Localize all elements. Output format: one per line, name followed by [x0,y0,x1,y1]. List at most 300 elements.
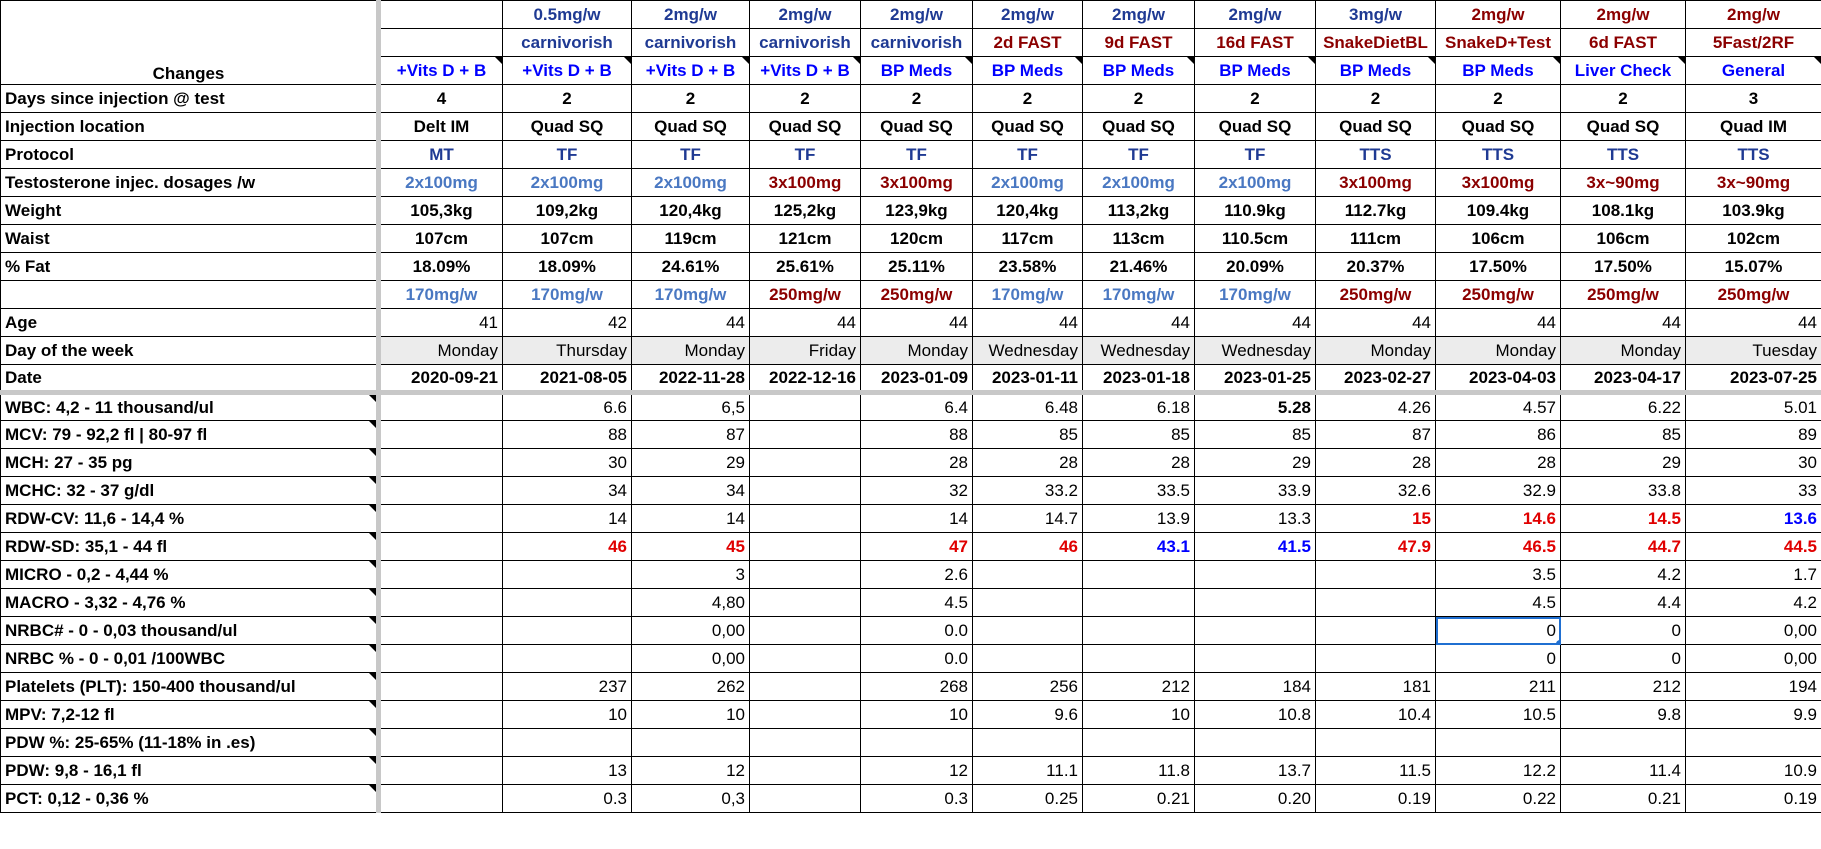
lab-value-cell[interactable]: 256 [973,673,1083,701]
lab-value-cell[interactable]: 9.8 [1561,701,1686,729]
lab-value-cell[interactable]: 10 [1083,701,1195,729]
lab-value-cell[interactable]: 14 [503,505,632,533]
lab-value-cell[interactable]: 88 [861,421,973,449]
lab-value-cell[interactable]: 0,00 [1686,617,1821,645]
row-label[interactable]: PDW: 9,8 - 16,1 fl [1,757,379,785]
meta-cell[interactable]: 119cm [632,225,750,253]
header-diet-cell[interactable]: 5Fast/2RF [1686,29,1821,57]
header-diet-cell[interactable]: carnivorish [750,29,861,57]
meta-cell[interactable]: 20.09% [1195,253,1316,281]
day-cell[interactable]: Monday [632,337,750,365]
row-label[interactable]: NRBC# - 0 - 0,03 thousand/ul [1,617,379,645]
lab-value-cell[interactable]: 5.01 [1686,393,1821,421]
lab-value-cell[interactable] [379,533,503,561]
lab-value-cell[interactable]: 3.5 [1436,561,1561,589]
lab-value-cell[interactable]: 4.5 [1436,589,1561,617]
lab-value-cell[interactable]: 9.9 [1686,701,1821,729]
header-diet-cell[interactable]: carnivorish [861,29,973,57]
lab-value-cell[interactable] [379,673,503,701]
meta-cell[interactable]: TTS [1316,141,1436,169]
meta-cell[interactable]: TF [1195,141,1316,169]
lab-value-cell[interactable]: 10.4 [1316,701,1436,729]
lab-value-cell[interactable] [1195,617,1316,645]
meta-cell[interactable]: 18.09% [379,253,503,281]
lab-value-cell[interactable]: 4.2 [1686,589,1821,617]
lab-value-cell[interactable]: 34 [503,477,632,505]
lab-value-cell[interactable]: 0,00 [632,645,750,673]
lab-value-cell[interactable]: 10.8 [1195,701,1316,729]
lab-value-cell[interactable]: 211 [1436,673,1561,701]
lab-value-cell[interactable]: 3 [632,561,750,589]
lab-value-cell[interactable]: 4.57 [1436,393,1561,421]
lab-value-cell[interactable]: 87 [632,421,750,449]
meta-cell[interactable]: 109.4kg [1436,197,1561,225]
lab-value-cell[interactable]: 184 [1195,673,1316,701]
lab-value-cell[interactable]: 47.9 [1316,533,1436,561]
row-label[interactable]: Day of the week [1,337,379,365]
lab-value-cell[interactable] [632,729,750,757]
meta-cell[interactable]: Quad SQ [861,113,973,141]
row-label[interactable]: MPV: 7,2-12 fl [1,701,379,729]
header-changes-cell[interactable]: +Vits D + B [632,57,750,85]
meta-cell[interactable]: TF [750,141,861,169]
meta-cell[interactable]: 2x100mg [973,169,1083,197]
age-cell[interactable]: 44 [861,309,973,337]
lab-value-cell[interactable]: 5.28 [1195,393,1316,421]
meta-cell[interactable]: Quad SQ [503,113,632,141]
lab-value-cell[interactable] [750,533,861,561]
lab-value-cell[interactable] [861,729,973,757]
day-cell[interactable]: Wednesday [1195,337,1316,365]
lab-value-cell[interactable]: 85 [1561,421,1686,449]
meta-cell[interactable]: 2x100mg [503,169,632,197]
row-label[interactable]: RDW-CV: 11,6 - 14,4 % [1,505,379,533]
lab-value-cell[interactable]: 212 [1561,673,1686,701]
meta-cell[interactable]: 121cm [750,225,861,253]
meta-cell[interactable]: TF [973,141,1083,169]
lab-value-cell[interactable]: 0.0 [861,617,973,645]
header-changes-cell[interactable]: BP Meds [1083,57,1195,85]
lab-value-cell[interactable] [379,589,503,617]
lab-value-cell[interactable] [379,393,503,421]
date-cell[interactable]: 2023-01-25 [1195,365,1316,393]
lab-value-cell[interactable]: 12 [861,757,973,785]
lab-value-cell[interactable]: 41.5 [1195,533,1316,561]
header-changes-cell[interactable]: +Vits D + B [750,57,861,85]
header-changes-cell[interactable]: General [1686,57,1821,85]
header-changes-cell[interactable]: BP Meds [1195,57,1316,85]
lab-value-cell[interactable]: 212 [1083,673,1195,701]
meta-cell[interactable]: 4 [379,85,503,113]
meta-cell[interactable]: 103.9kg [1686,197,1821,225]
meta-cell[interactable]: 170mg/w [379,281,503,309]
lab-value-cell[interactable] [1316,561,1436,589]
lab-value-cell[interactable]: 6,5 [632,393,750,421]
lab-value-cell[interactable] [750,617,861,645]
header-dosage-cell[interactable]: 3mg/w [1316,1,1436,29]
lab-value-cell[interactable] [750,505,861,533]
meta-cell[interactable]: Quad SQ [1561,113,1686,141]
header-dosage-cell[interactable]: 2mg/w [1686,1,1821,29]
row-label[interactable]: Weight [1,197,379,225]
lab-value-cell[interactable]: 11.8 [1083,757,1195,785]
lab-value-cell[interactable]: 6.18 [1083,393,1195,421]
meta-cell[interactable]: 110.5cm [1195,225,1316,253]
lab-value-cell[interactable]: 29 [1195,449,1316,477]
lab-value-cell[interactable]: 0.0 [861,645,973,673]
meta-cell[interactable]: 170mg/w [973,281,1083,309]
lab-value-cell[interactable] [1686,729,1821,757]
lab-value-cell[interactable] [503,645,632,673]
meta-cell[interactable]: Quad SQ [1316,113,1436,141]
lab-value-cell[interactable] [750,393,861,421]
lab-value-cell[interactable] [750,589,861,617]
meta-cell[interactable]: 111cm [1316,225,1436,253]
age-cell[interactable]: 44 [1316,309,1436,337]
meta-cell[interactable]: 3x100mg [1436,169,1561,197]
meta-cell[interactable]: 3x~90mg [1686,169,1821,197]
lab-value-cell[interactable]: 33.9 [1195,477,1316,505]
meta-cell[interactable]: 120,4kg [632,197,750,225]
row-label[interactable]: Age [1,309,379,337]
lab-value-cell[interactable]: 28 [1436,449,1561,477]
lab-value-cell[interactable]: 43.1 [1083,533,1195,561]
day-cell[interactable]: Tuesday [1686,337,1821,365]
meta-cell[interactable]: 250mg/w [1561,281,1686,309]
header-dosage-cell[interactable]: 2mg/w [1561,1,1686,29]
row-label[interactable]: NRBC % - 0 - 0,01 /100WBC [1,645,379,673]
header-dosage-cell[interactable]: 2mg/w [1436,1,1561,29]
lab-value-cell[interactable] [379,645,503,673]
meta-cell[interactable]: TF [632,141,750,169]
date-cell[interactable]: 2023-02-27 [1316,365,1436,393]
lab-value-cell[interactable]: 85 [1195,421,1316,449]
age-cell[interactable]: 44 [1436,309,1561,337]
lab-value-cell[interactable]: 0.19 [1316,785,1436,813]
row-label[interactable]: Date [1,365,379,393]
meta-cell[interactable]: TF [1083,141,1195,169]
lab-value-cell[interactable] [1316,645,1436,673]
lab-value-cell[interactable] [379,729,503,757]
lab-value-cell[interactable]: 9.6 [973,701,1083,729]
lab-value-cell[interactable]: 13.7 [1195,757,1316,785]
lab-value-cell[interactable]: 33.2 [973,477,1083,505]
lab-value-cell[interactable] [1316,589,1436,617]
meta-cell[interactable]: TTS [1686,141,1821,169]
day-cell[interactable]: Wednesday [1083,337,1195,365]
header-dosage-cell[interactable]: 2mg/w [632,1,750,29]
header-changes-cell[interactable]: Liver Check [1561,57,1686,85]
lab-value-cell[interactable]: 44.5 [1686,533,1821,561]
meta-cell[interactable]: Quad SQ [1436,113,1561,141]
date-cell[interactable]: 2022-12-16 [750,365,861,393]
lab-value-cell[interactable]: 13 [503,757,632,785]
meta-cell[interactable]: 112.7kg [1316,197,1436,225]
header-diet-cell[interactable]: carnivorish [503,29,632,57]
header-dosage-cell[interactable]: 2mg/w [1083,1,1195,29]
day-cell[interactable]: Monday [379,337,503,365]
selected-cell[interactable]: 0 [1436,617,1561,645]
lab-value-cell[interactable]: 11.1 [973,757,1083,785]
meta-cell[interactable]: 2 [1316,85,1436,113]
lab-value-cell[interactable]: 0.21 [1083,785,1195,813]
lab-value-cell[interactable] [503,589,632,617]
row-label[interactable]: Waist [1,225,379,253]
lab-value-cell[interactable] [973,645,1083,673]
lab-value-cell[interactable] [379,477,503,505]
lab-value-cell[interactable]: 85 [973,421,1083,449]
lab-value-cell[interactable]: 88 [503,421,632,449]
meta-cell[interactable]: 108.1kg [1561,197,1686,225]
lab-value-cell[interactable] [503,561,632,589]
lab-value-cell[interactable] [379,421,503,449]
lab-value-cell[interactable] [750,561,861,589]
meta-cell[interactable]: 2 [1436,85,1561,113]
age-cell[interactable]: 44 [973,309,1083,337]
meta-cell[interactable]: 23.58% [973,253,1083,281]
lab-value-cell[interactable]: 0,00 [1686,645,1821,673]
lab-value-cell[interactable] [1195,589,1316,617]
meta-cell[interactable]: 123,9kg [861,197,973,225]
row-label[interactable]: Platelets (PLT): 150-400 thousand/ul [1,673,379,701]
meta-cell[interactable]: 2x100mg [1083,169,1195,197]
lab-value-cell[interactable]: 30 [1686,449,1821,477]
meta-cell[interactable]: 17.50% [1561,253,1686,281]
age-cell[interactable]: 44 [1561,309,1686,337]
meta-cell[interactable]: 120cm [861,225,973,253]
meta-cell[interactable]: Quad SQ [1195,113,1316,141]
lab-value-cell[interactable]: 28 [861,449,973,477]
day-cell[interactable]: Wednesday [973,337,1083,365]
lab-value-cell[interactable]: 85 [1083,421,1195,449]
date-cell[interactable]: 2023-01-09 [861,365,973,393]
lab-value-cell[interactable]: 12 [632,757,750,785]
meta-cell[interactable]: TF [861,141,973,169]
lab-value-cell[interactable]: 33.8 [1561,477,1686,505]
header-dosage-cell[interactable]: 2mg/w [973,1,1083,29]
lab-value-cell[interactable]: 46 [973,533,1083,561]
meta-cell[interactable]: Quad SQ [632,113,750,141]
meta-cell[interactable]: 3x100mg [1316,169,1436,197]
meta-cell[interactable]: 250mg/w [1436,281,1561,309]
header-diet-cell[interactable]: carnivorish [632,29,750,57]
meta-cell[interactable]: Delt IM [379,113,503,141]
meta-cell[interactable]: 2 [632,85,750,113]
meta-cell[interactable]: 250mg/w [861,281,973,309]
lab-value-cell[interactable]: 14 [861,505,973,533]
meta-cell[interactable]: 113,2kg [1083,197,1195,225]
lab-value-cell[interactable]: 237 [503,673,632,701]
lab-value-cell[interactable] [1083,589,1195,617]
lab-value-cell[interactable]: 4.4 [1561,589,1686,617]
lab-value-cell[interactable]: 10 [632,701,750,729]
lab-value-cell[interactable]: 29 [1561,449,1686,477]
meta-cell[interactable]: 117cm [973,225,1083,253]
row-label[interactable]: Days since injection @ test [1,85,379,113]
lab-value-cell[interactable]: 28 [973,449,1083,477]
lab-value-cell[interactable] [1083,645,1195,673]
lab-value-cell[interactable]: 0.25 [973,785,1083,813]
lab-value-cell[interactable]: 2.6 [861,561,973,589]
date-cell[interactable]: 2020-09-21 [379,365,503,393]
lab-value-cell[interactable]: 0.20 [1195,785,1316,813]
lab-value-cell[interactable] [750,757,861,785]
meta-cell[interactable]: TTS [1561,141,1686,169]
meta-cell[interactable]: 170mg/w [632,281,750,309]
meta-cell[interactable]: TTS [1436,141,1561,169]
lab-value-cell[interactable]: 11.5 [1316,757,1436,785]
lab-value-cell[interactable]: 0.19 [1686,785,1821,813]
header-dosage-cell[interactable]: 2mg/w [1195,1,1316,29]
lab-value-cell[interactable]: 32 [861,477,973,505]
header-diet-cell[interactable]: SnakeDietBL [1316,29,1436,57]
header-diet-cell[interactable]: 6d FAST [1561,29,1686,57]
lab-value-cell[interactable]: 10 [503,701,632,729]
header-diet-cell[interactable]: 16d FAST [1195,29,1316,57]
lab-value-cell[interactable]: 32.9 [1436,477,1561,505]
header-diet-cell[interactable]: 9d FAST [1083,29,1195,57]
meta-cell[interactable]: 3x100mg [861,169,973,197]
meta-cell[interactable]: 250mg/w [750,281,861,309]
lab-value-cell[interactable]: 0 [1561,617,1686,645]
lab-value-cell[interactable] [750,449,861,477]
age-cell[interactable]: 44 [1195,309,1316,337]
lab-value-cell[interactable]: 6.22 [1561,393,1686,421]
lab-value-cell[interactable]: 11.4 [1561,757,1686,785]
lab-value-cell[interactable]: 0.3 [861,785,973,813]
lab-value-cell[interactable]: 33 [1686,477,1821,505]
row-label[interactable]: MICRO - 0,2 - 4,44 % [1,561,379,589]
header-dosage-cell[interactable] [379,1,503,29]
meta-cell[interactable]: Quad SQ [973,113,1083,141]
lab-value-cell[interactable]: 4.2 [1561,561,1686,589]
lab-value-cell[interactable]: 4,80 [632,589,750,617]
lab-value-cell[interactable]: 28 [1083,449,1195,477]
lab-value-cell[interactable]: 6.4 [861,393,973,421]
lab-value-cell[interactable] [750,729,861,757]
lab-value-cell[interactable] [973,617,1083,645]
meta-cell[interactable]: 3x100mg [750,169,861,197]
date-cell[interactable]: 2022-11-28 [632,365,750,393]
meta-cell[interactable]: 3x~90mg [1561,169,1686,197]
lab-value-cell[interactable]: 181 [1316,673,1436,701]
meta-cell[interactable]: 250mg/w [1316,281,1436,309]
lab-value-cell[interactable]: 10 [861,701,973,729]
row-label[interactable]: WBC: 4,2 - 11 thousand/ul [1,393,379,421]
lab-value-cell[interactable]: 0 [1436,645,1561,673]
age-cell[interactable]: 41 [379,309,503,337]
meta-cell[interactable]: 170mg/w [1083,281,1195,309]
lab-value-cell[interactable] [973,729,1083,757]
age-cell[interactable]: 42 [503,309,632,337]
meta-cell[interactable]: 20.37% [1316,253,1436,281]
header-dosage-cell[interactable]: 2mg/w [750,1,861,29]
lab-value-cell[interactable]: 44.7 [1561,533,1686,561]
row-label[interactable]: Protocol [1,141,379,169]
header-diet-cell[interactable]: SnakeD+Test [1436,29,1561,57]
lab-value-cell[interactable] [503,729,632,757]
row-label[interactable]: MCV: 79 - 92,2 fl | 80-97 fl [1,421,379,449]
lab-value-cell[interactable]: 13.9 [1083,505,1195,533]
lab-value-cell[interactable]: 0,3 [632,785,750,813]
meta-cell[interactable]: 25.61% [750,253,861,281]
age-cell[interactable]: 44 [750,309,861,337]
lab-value-cell[interactable]: 10.5 [1436,701,1561,729]
day-cell[interactable]: Monday [1436,337,1561,365]
day-cell[interactable]: Monday [861,337,973,365]
lab-value-cell[interactable]: 33.5 [1083,477,1195,505]
header-changes-cell[interactable]: BP Meds [1316,57,1436,85]
day-cell[interactable]: Thursday [503,337,632,365]
lab-value-cell[interactable]: 0.21 [1561,785,1686,813]
meta-cell[interactable]: 2x100mg [632,169,750,197]
lab-value-cell[interactable]: 1.7 [1686,561,1821,589]
lab-value-cell[interactable] [1195,645,1316,673]
date-cell[interactable]: 2023-04-17 [1561,365,1686,393]
meta-cell[interactable]: 109,2kg [503,197,632,225]
meta-cell[interactable]: 2 [503,85,632,113]
lab-value-cell[interactable] [750,701,861,729]
day-cell[interactable]: Monday [1561,337,1686,365]
lab-value-cell[interactable]: 13.3 [1195,505,1316,533]
lab-value-cell[interactable]: 28 [1316,449,1436,477]
day-cell[interactable]: Friday [750,337,861,365]
meta-cell[interactable]: MT [379,141,503,169]
lab-value-cell[interactable]: 47 [861,533,973,561]
row-label[interactable]: Injection location [1,113,379,141]
lab-value-cell[interactable] [379,449,503,477]
meta-cell[interactable]: 107cm [503,225,632,253]
meta-cell[interactable]: Quad SQ [750,113,861,141]
lab-value-cell[interactable] [379,785,503,813]
date-cell[interactable]: 2023-01-11 [973,365,1083,393]
lab-value-cell[interactable]: 14.6 [1436,505,1561,533]
lab-value-cell[interactable] [379,757,503,785]
lab-value-cell[interactable]: 34 [632,477,750,505]
meta-cell[interactable]: 2 [1195,85,1316,113]
lab-value-cell[interactable]: 0 [1561,645,1686,673]
lab-value-cell[interactable] [379,561,503,589]
meta-cell[interactable]: 107cm [379,225,503,253]
lab-value-cell[interactable]: 6.48 [973,393,1083,421]
row-label[interactable]: % Fat [1,253,379,281]
header-diet-cell[interactable] [379,29,503,57]
lab-value-cell[interactable]: 46.5 [1436,533,1561,561]
lab-value-cell[interactable]: 262 [632,673,750,701]
date-cell[interactable]: 2023-01-18 [1083,365,1195,393]
meta-cell[interactable]: 2 [973,85,1083,113]
meta-cell[interactable]: 102cm [1686,225,1821,253]
lab-value-cell[interactable] [750,673,861,701]
lab-value-cell[interactable]: 14 [632,505,750,533]
lab-value-cell[interactable] [973,561,1083,589]
meta-cell[interactable]: 120,4kg [973,197,1083,225]
lab-value-cell[interactable] [1316,729,1436,757]
lab-value-cell[interactable]: 0.3 [503,785,632,813]
lab-value-cell[interactable] [1083,617,1195,645]
lab-value-cell[interactable] [1561,729,1686,757]
header-changes-cell[interactable]: +Vits D + B [379,57,503,85]
meta-cell[interactable]: 3 [1686,85,1821,113]
meta-cell[interactable]: 170mg/w [503,281,632,309]
lab-value-cell[interactable] [1195,729,1316,757]
meta-cell[interactable]: 17.50% [1436,253,1561,281]
age-cell[interactable]: 44 [1083,309,1195,337]
lab-value-cell[interactable]: 14.5 [1561,505,1686,533]
row-label[interactable]: RDW-SD: 35,1 - 44 fl [1,533,379,561]
lab-value-cell[interactable]: 6.6 [503,393,632,421]
lab-value-cell[interactable]: 12.2 [1436,757,1561,785]
